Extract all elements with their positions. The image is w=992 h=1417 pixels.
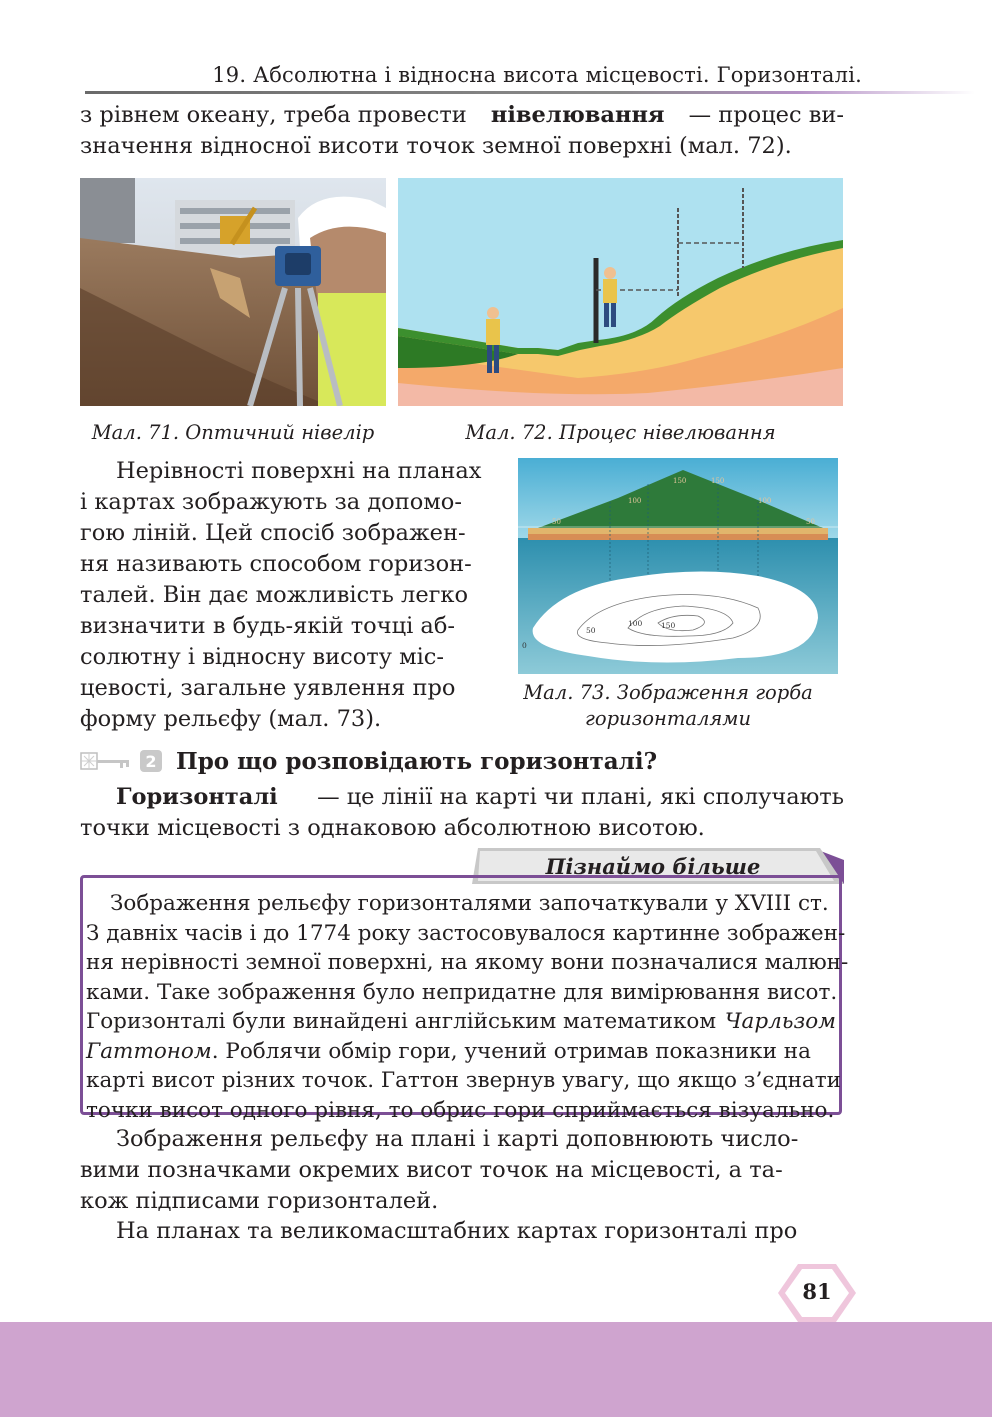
map-label-50: 50 [586, 626, 596, 635]
know-line-2: З давніх часів і до 1774 року застосовувалося картинне зображен- [86, 920, 846, 946]
chapter-title: 19. Абсолютна і відносна висота місцевості. Горизонталі. [212, 63, 862, 87]
optical-level-image [80, 178, 386, 406]
figure-73-caption [518, 680, 818, 732]
p3-line-1: Зображення рельєфу на плані і карті доповнюють число- [116, 1126, 799, 1152]
contour-label-50-left: 50 [552, 518, 561, 526]
p2-line-9: форму рельєфу (мал. 73). [80, 706, 382, 732]
intro-line-1: з рівнем океану, треба провести нівелювання — процес ви- [80, 100, 844, 131]
figure-73-caption-line-1: Мал. 73. Зображення горба [523, 681, 813, 704]
p4-line-1: На планах та великомасштабних картах горизонталі про [116, 1218, 798, 1244]
section-heading [80, 746, 657, 776]
contour-label-150-left: 150 [673, 477, 687, 485]
definition-paragraph [80, 782, 844, 844]
map-label-150: 150 [661, 621, 676, 630]
elevation-labels-paragraph [80, 1124, 844, 1217]
p2-line-3: гою ліній. Цей спосіб зображен- [80, 520, 466, 546]
p2-line-2: і картах зображують за допомо- [80, 489, 462, 515]
p3-line-3: кож підписами горизонталей. [80, 1188, 439, 1214]
map-label-0: 0 [522, 641, 527, 650]
know-line-6: Гаттоном. Роблячи обмір гори, учений отримав показники на [86, 1038, 811, 1064]
know-line-5: Горизонталі були винайдені англійським математиком Чарльзом [86, 1007, 836, 1037]
name-charles: Чарльзом [724, 1009, 836, 1034]
figure-72-diagram [398, 178, 843, 406]
page-number-badge [776, 1262, 858, 1324]
know-line-8: точки висот одного рівня, то обрис гори сприймається візуально. [86, 1097, 835, 1123]
p2-line-5: талей. Він дає можливість легко [80, 582, 469, 608]
definition-line-2: точки місцевості з однаковою абсолютною висотою. [80, 815, 705, 841]
p2-line-1: Нерівності поверхні на планах [116, 458, 482, 484]
figure-72-caption: Мал. 72. Процес нівелювання [465, 421, 776, 444]
figure-71-caption: Мал. 71. Оптичний нівелір [91, 421, 375, 444]
figure-73-diagram [518, 458, 838, 674]
know-line-7: карті висот різних точок. Гаттон звернув увагу, що якщо з’єднати [86, 1068, 841, 1093]
know-more-title: Пізнаймо більше [545, 854, 761, 879]
know-line-4: ками. Таке зображення було непридатне для вимірювання висот. [86, 979, 838, 1005]
p2-line-6: визначити в будь-якій точці аб- [80, 613, 455, 639]
definition-line-1: Горизонталі — це лінії на карті чи плані, які сполучають [80, 782, 844, 813]
p2-line-4: ня називають способом горизон- [80, 551, 472, 577]
contour-label-50-right: 50 [806, 518, 815, 526]
section-title: Про що розповідають горизонталі? [176, 747, 658, 775]
running-header [0, 55, 992, 99]
contour-label-100-right: 100 [758, 497, 772, 505]
name-hutton: Гаттоном [86, 1038, 212, 1064]
contour-label-100-left: 100 [628, 497, 642, 505]
know-line-3: ня нерівності земної поверхні, на якому вони позначалися малюн- [86, 950, 849, 975]
map-label-100: 100 [628, 619, 643, 628]
term-nivelyuvannya: нівелювання [490, 102, 665, 128]
section-number: 2 [140, 750, 162, 772]
leveling-process-image [398, 178, 843, 406]
contour-label-150-right: 150 [711, 477, 725, 485]
key-icon [80, 751, 134, 771]
p2-line-7: солютну і відносну висоту міс- [80, 644, 445, 670]
know-more-text [86, 889, 849, 1125]
intro-line-2: значення відносної висоти точок земної поверхні (мал. 72). [80, 133, 792, 159]
page-number: 81 [802, 1279, 832, 1304]
know-line-1: Зображення рельєфу горизонталями започаткували у XVIII ст. [110, 891, 829, 916]
figure-71-photo [80, 178, 386, 406]
page-footer-band [0, 1322, 992, 1417]
p3-line-2: вими позначками окремих висот точок на місцевості, а та- [80, 1157, 783, 1183]
p2-line-8: цевості, загальне уявлення про [80, 675, 456, 701]
figure-73-caption-line-2: горизонталями [584, 707, 752, 730]
plans-paragraph [80, 1216, 844, 1247]
contour-method-paragraph [80, 456, 494, 735]
term-horyzontali: Горизонталі [116, 784, 278, 810]
header-rule [85, 91, 975, 94]
hill-contours-image [518, 458, 838, 674]
intro-paragraph [80, 100, 844, 162]
